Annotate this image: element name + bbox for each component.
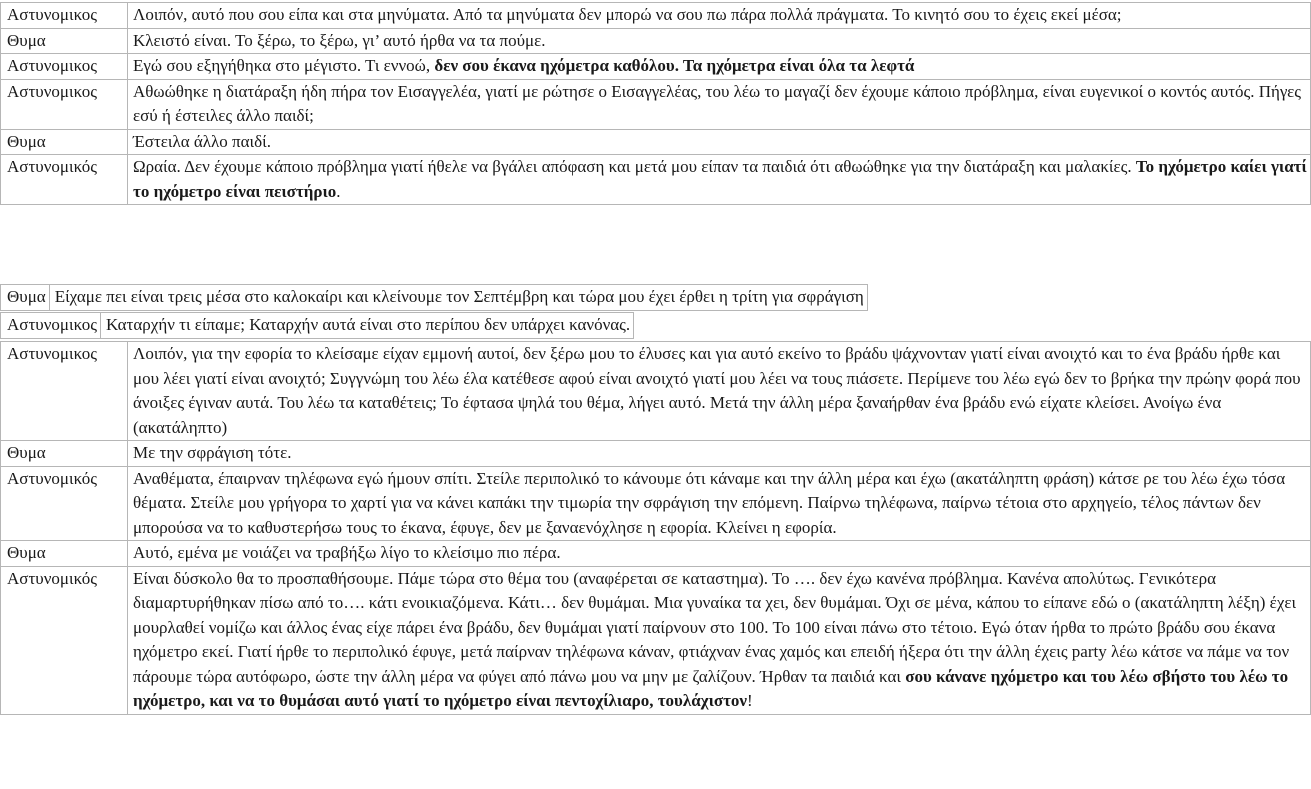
- speaker-cell: Θυμα: [1, 541, 128, 567]
- utterance-text: .: [336, 181, 341, 201]
- utterance-cell: [128, 441, 1311, 467]
- utterance-text: Είναι δύσκολο θα το προσπαθήσουμε. Πάμε τώρα στο θέμα του (αναφέρεται σε καταστημα). Το …. δεν έχω κανένα πρόβλημα. Κανένα απολύτως. Γενικότερα διαμαρτυρήθηκαν πίσω από το…. κάτι ενοικιαζόμενα. Κάτι… δεν θυμάμαι. Μια γυναίκα τα χει, δεν θυμάμαι. Όχι σε μένα, κάπου το είπανε εδώ ο (ακατάληπτη λέξη) έχει μουρλαθεί νομίζω και άλλος ένας είχε πάρει ένα βράδυ, δεν θυμάμαι γιατί παίρνουν στο 100. Το 100 είναι πάνω στο τέτοιο. Εγώ όταν ήρθα το πρώτο βράδυ σου έκανα ηχόμετρο εκεί. Γιατί ήρθε το περιπολικό έφυγε, μετά παίρναν τηλέφωνα κάναν, φτιάχναν ένας χαμός και επειδή ήξερα ότι την άλλη έχεις party λέω κάτσε να πάμε να τον πάρουμε τώρα αυτόφωρο, ώστε την άλλη μέρα να φύγει από πάνω μου να μην με ζαλίζουν. Ήρθαν τα παιδιά και: [133, 568, 1297, 686]
- utterance-cell: [128, 566, 1311, 714]
- utterance-cell: [101, 313, 634, 339]
- utterance-cell: [128, 129, 1311, 155]
- transcript-row: [1, 313, 634, 339]
- utterance-cell: [49, 285, 867, 311]
- utterance-cell: [128, 155, 1311, 205]
- speaker-cell: Αστυνομικός: [1, 566, 128, 714]
- transcript-row: [1, 441, 1311, 467]
- emphasized-text: Το ηχόμετρο καίει γιατί το ηχόμετρο είναι πειστήριο: [133, 157, 1307, 201]
- transcript-table-1: [0, 2, 1311, 205]
- transcript-row: [1, 155, 1311, 205]
- transcript-table-4: [0, 341, 1311, 715]
- utterance-cell: [128, 3, 1311, 29]
- utterance-cell: [128, 541, 1311, 567]
- transcript-row: [1, 466, 1311, 541]
- speaker-cell: Αστυνομικος: [1, 54, 128, 80]
- utterance-text: Εγώ σου εξηγήθηκα στο μέγιστο. Τι εννοώ,: [133, 56, 435, 75]
- transcript-table-2: [0, 284, 868, 311]
- utterance-text: Κλειστό είναι. Το ξέρω, το ξέρω, γι’ αυτό ήρθα να τα πούμε.: [133, 30, 546, 50]
- utterance-cell: [128, 342, 1311, 441]
- speaker-cell: Αστυνομικος: [1, 313, 101, 339]
- speaker-cell: Θυμα: [1, 441, 128, 467]
- utterance-text: Έστειλα άλλο παιδί.: [133, 131, 271, 151]
- utterance-text: Λοιπόν, αυτό που σου είπα και στα μηνύματα. Από τα μηνύματα δεν μπορώ να σου πω πάρα πολλά πράγματα. Το κινητό σου το έχεις εκεί μέσα;: [133, 5, 1122, 24]
- utterance-text: Αυτό, εμένα με νοιάζει να τραβήξω λίγο το κλείσιμο πιο πέρα.: [133, 543, 561, 562]
- transcript-row: [1, 129, 1311, 155]
- emphasized-text: σου κάνανε ηχόμετρο και του λέω σβήστο του λέω το ηχόμετρο, και να το θυμάσαι αυτό γιατί το ηχόμετρο είναι πεντοχίλιαρο, τουλάχιστον: [133, 666, 1289, 710]
- transcript-table-3: [0, 312, 634, 339]
- transcript-row: [1, 54, 1311, 80]
- speaker-cell: Αστυνομικος: [1, 342, 128, 441]
- transcript-row: [1, 79, 1311, 129]
- utterance-text: Με την σφράγιση τότε.: [133, 443, 292, 462]
- utterance-text: Καταρχήν τι είπαμε; Καταρχήν αυτά είναι στο περίπου δεν υπάρχει κανόνας.: [106, 315, 631, 334]
- utterance-text: Ωραία. Δεν έχουμε κάποιο πρόβλημα γιατί ήθελε να βγάλει απόφαση και μετά μου είπαν τα παιδιά ότι αθωώθηκε για την διατάραξη και μαλακίες.: [133, 157, 1136, 176]
- speaker-cell: Αστυνομικός: [1, 155, 128, 205]
- utterance-cell: [128, 466, 1311, 541]
- speaker-cell: Θυμα: [1, 28, 128, 54]
- transcript-row: [1, 342, 1311, 441]
- transcript-row: [1, 3, 1311, 29]
- speaker-cell: Αστυνομικος: [1, 79, 128, 129]
- utterance-text: !: [747, 691, 753, 710]
- utterance-text: Αθωώθηκε η διατάραξη ήδη πήρα τον Εισαγγελέα, γιατί με ρώτησε ο Εισαγγελέας, του λέω το μαγαζί δεν έχουμε κάποιο πρόβλημα, είναι ευγενικοί ο κοντός αυτός. Πήγες εσύ ή έστειλες άλλο παιδί;: [133, 81, 1302, 125]
- speaker-cell: Θυμα: [1, 129, 128, 155]
- utterance-cell: [128, 79, 1311, 129]
- transcript-row: [1, 566, 1311, 714]
- utterance-cell: [128, 28, 1311, 54]
- emphasized-text: δεν σου έκανα ηχόμετρα καθόλου. Τα ηχόμετρα είναι όλα τα λεφτά: [434, 56, 915, 75]
- utterance-text: Αναθέματα, έπαιρναν τηλέφωνα εγώ ήμουν σπίτι. Στείλε περιπολικό το κάνουμε ότι κάναμε και την άλλη μέρα και έχω (ακατάληπτη φράση) κάτσε ρε του λέω έχω τόσα θέματα. Στείλε μου γρήγορα το χαρτί για να κάνει καπάκι την τιμωρία την σφράγιση την επόμενη. Παίρνω τηλέφωνα, παίρνω τέτοια στο αρχηγείο, τέλος πάντων δεν μπορούσα να το καθυστερήσω τους το έκανα, έφυγε, δεν με ξαναενόχλησε η εφορία. Κλείνει η εφορία.: [133, 468, 1286, 537]
- speaker-cell: Αστυνομικος: [1, 3, 128, 29]
- utterance-cell: [128, 54, 1311, 80]
- speaker-cell: Αστυνομικός: [1, 466, 128, 541]
- transcript-row: [1, 541, 1311, 567]
- transcript-row: [1, 28, 1311, 54]
- transcript-row: [1, 285, 868, 311]
- speaker-cell: Θυμα: [1, 285, 50, 311]
- utterance-text: Λοιπόν, για την εφορία το κλείσαμε είχαν εμμονή αυτοί, δεν ξέρω μου το έλυσες και για αυτό εκείνο το βράδυ ψάχνονταν γιατί είναι ανοιχτό και το ένα βράδυ ήρθε και μου λέει γιατί είναι ανοιχτό; Συγγνώμη του λέω έλα κατέθεσε αφού είναι ανοιχτό γιατί μου λέει να τους πιάσετε. Περίμενε του λέω εγώ δεν το βρήκα την πρώην φορά που άνοιξες έγιναν αυτά. Του λέω τα καταθέτεις; Το έφτασα ψηλά του θέμα, λήγει αυτό. Μετά την άλλη μέρα ξαναήρθαν ένα βράδυ ενώ είχατε κλείσει. Ανοίγω ένα (ακατάληπτο): [133, 344, 1301, 437]
- utterance-text: Είχαμε πει είναι τρεις μέσα στο καλοκαίρι και κλείνουμε τον Σεπτέμβρη και τώρα μου έχει έρθει η τρίτη για σφράγιση: [54, 287, 864, 306]
